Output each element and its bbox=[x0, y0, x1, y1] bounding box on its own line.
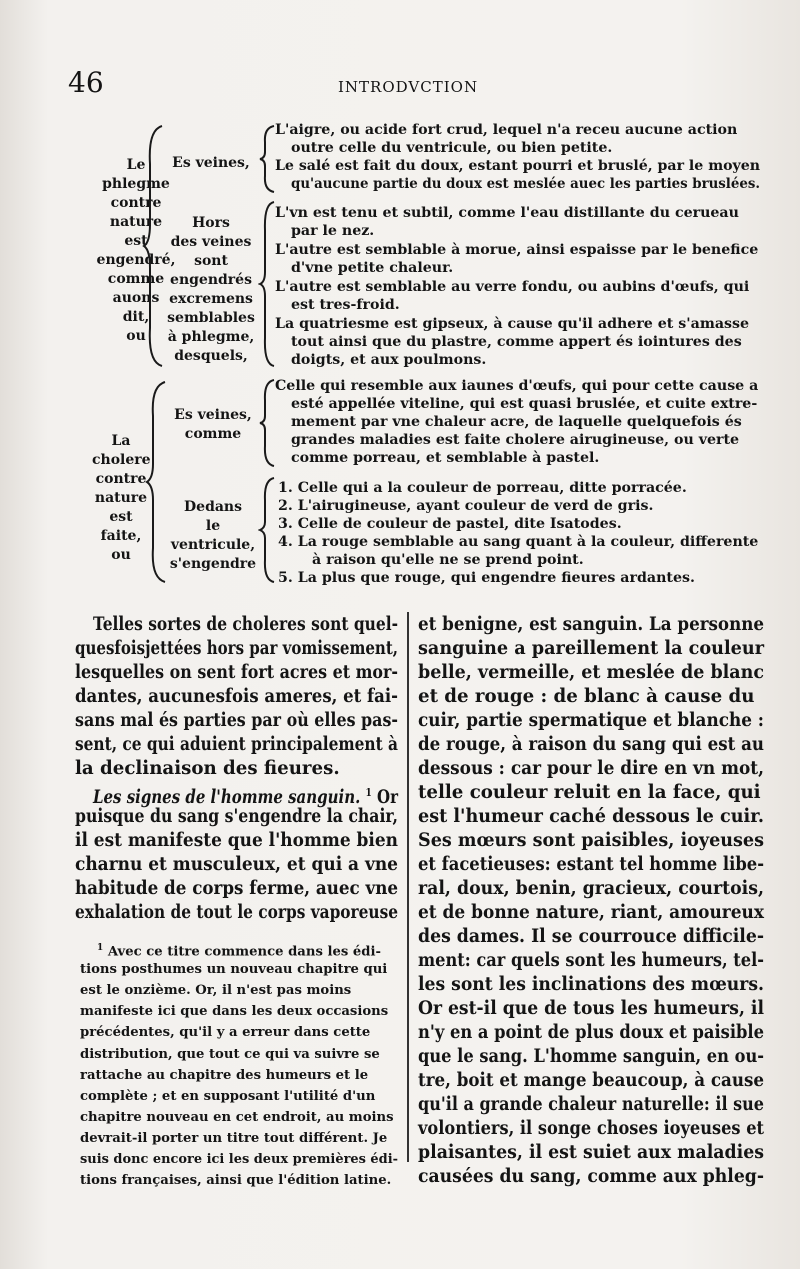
footnote-line: suis donc encore ici les deux premières édi- bbox=[80, 1152, 398, 1167]
phlegm-veins-label: Es veines, bbox=[172, 155, 250, 171]
choler-label: La cholere contre nature est faite, ou bbox=[92, 433, 151, 563]
phlegm-outside-line: L'vn est tenu et subtil, comme l'eau distillante du cerueau bbox=[275, 205, 739, 221]
paragraph-line: telle couleur reluit en la face, qui bbox=[418, 782, 761, 803]
column-rule bbox=[407, 612, 409, 1162]
section-text-start: Or bbox=[377, 787, 398, 809]
paragraph-line: charnu et musculeux, et qui a vne bbox=[75, 854, 398, 875]
paragraph-line: qu'il a grande chaleur naturelle: il sue bbox=[418, 1094, 764, 1115]
paragraph-line: Ses mœurs sont paisibles, ioyeuses bbox=[418, 830, 764, 851]
phlegm-vein-line: L'aigre, ou acide fort crud, lequel n'a receu aucune action bbox=[275, 122, 738, 138]
footnote-ref: 1 bbox=[365, 786, 372, 799]
paragraph-line: exhalation de tout le corps vaporeuse bbox=[75, 902, 398, 923]
paragraph-line: des dames. Il se courrouce difficile- bbox=[418, 926, 764, 947]
footnote-line: tions françaises, ainsi que l'édition latine. bbox=[80, 1173, 392, 1188]
phlegm-outside-line: L'autre est semblable à morue, ainsi espaisse par le benefice bbox=[275, 242, 759, 258]
paragraph-line: sans mal és parties par où elles pas- bbox=[75, 710, 398, 731]
paragraph-line: Telles sortes de choleres sont quel- bbox=[93, 614, 398, 635]
paragraph-line: Or est-il que de tous les humeurs, il bbox=[418, 998, 764, 1019]
phlegm-outside-line: La quatriesme est gipseux, à cause qu'il adhere et s'amasse bbox=[275, 316, 750, 332]
phlegm-vein-line: Le salé est fait du doux, estant pourri et bruslé, par le moyen bbox=[275, 158, 760, 174]
footnote-line: chapitre nouveau en cet endroit, au moins bbox=[80, 1110, 394, 1125]
phlegm-vein-line: outre celle du ventricule, ou bien petite. bbox=[291, 140, 613, 156]
footnote-line: rattache au chapitre des humeurs et le bbox=[80, 1068, 369, 1083]
choler-vein-line: grandes maladies est faite cholere airugineuse, ou verte bbox=[291, 432, 740, 448]
footnote-line: devrait-il porter un titre tout différent. Je bbox=[80, 1131, 388, 1146]
paragraph-line: cuir, partie spermatique et blanche : bbox=[418, 710, 764, 731]
choler-ventricle-line: 2. L'airugineuse, ayant couleur de verd de gris. bbox=[278, 498, 654, 514]
choler-ventricle-line: 4. La rouge semblable au sang quant à la couleur, differente bbox=[278, 534, 759, 550]
paragraph-line: est l'humeur caché dessous le cuir. bbox=[418, 806, 764, 827]
paragraph-line: puisque du sang s'engendre la chair, bbox=[75, 806, 398, 827]
paragraph-line: lesquelles on sent fort acres et mor- bbox=[75, 662, 398, 683]
phlegm-outside-line: est tres-froid. bbox=[291, 297, 400, 313]
choler-veins-label: Es veines, comme bbox=[174, 407, 252, 442]
phlegm-outside-line: tout ainsi que du plastre, comme appert és iointures des bbox=[291, 334, 742, 350]
footnote-line: distribution, que tout ce qui va suivre se bbox=[80, 1047, 380, 1062]
paragraph-line: de rouge, à raison du sang qui est au bbox=[418, 734, 764, 755]
paragraph-line: que le sang. L'homme sanguin, en ou- bbox=[418, 1046, 764, 1067]
paragraph-line: n'y en a point de plus doux et paisible bbox=[418, 1022, 764, 1043]
footnote-line: complète ; et en supposant l'utilité d'un bbox=[80, 1089, 376, 1104]
running-head: INTRODVCTION bbox=[338, 78, 479, 96]
phlegm-outside-label: Hors des veines sont engendrés excremens semblables à phlegme, desquels, bbox=[167, 215, 255, 364]
footnote-line: manifeste ici que dans les deux occasions bbox=[80, 1004, 389, 1019]
choler-ventricle-label: Dedans le ventricule, s'engendre bbox=[169, 499, 257, 572]
paragraph-line: il est manifeste que l'homme bien bbox=[75, 830, 398, 851]
paragraph-line: belle, vermeille, et meslée de blanc bbox=[418, 662, 764, 683]
paragraph-line: tre, boit et mange beaucoup, à cause bbox=[418, 1070, 764, 1091]
paragraph-line: sent, ce qui aduient principalement à bbox=[75, 734, 398, 755]
paragraph-line: dantes, aucunesfois ameres, et fai- bbox=[75, 686, 398, 707]
choler-vein-line: Celle qui resemble aux iaunes d'œufs, qui pour cette cause a bbox=[275, 378, 759, 394]
phlegm-label: Le phlegme contre nature est engendré, comme auons dit, ou bbox=[96, 157, 176, 344]
paragraph-line: ral, doux, benin, gracieux, courtois, bbox=[418, 878, 764, 899]
choler-ventricle-line: 1. Celle qui a la couleur de porreau, ditte porracée. bbox=[278, 480, 687, 496]
section-heading: Les signes de l'homme sanguin. bbox=[93, 787, 361, 809]
paragraph-line: dessous : car pour le dire en vn mot, bbox=[418, 758, 764, 779]
phlegm-outside-line: doigts, et aux poulmons. bbox=[291, 352, 487, 368]
phlegm-vein-line: qu'aucune partie du doux est meslée auec les parties bruslées. bbox=[291, 176, 760, 192]
paragraph-line: la declinaison des fieures. bbox=[75, 758, 340, 779]
page-number: 46 bbox=[68, 66, 104, 99]
paragraph-line: sanguine a pareillement la couleur bbox=[418, 638, 764, 659]
choler-ventricle-line: 3. Celle de couleur de pastel, dite Isatodes. bbox=[278, 516, 622, 532]
paragraph-line: les sont les inclinations des mœurs. bbox=[418, 974, 764, 995]
phlegm-outside-line: d'vne petite chaleur. bbox=[291, 260, 454, 276]
choler-ventricle-line: à raison qu'elle ne se prend point. bbox=[312, 552, 584, 568]
footnote-line: précédentes, qu'il y a erreur dans cette bbox=[80, 1025, 371, 1040]
paragraph-line: et facetieuses: estant tel homme libe- bbox=[418, 854, 764, 875]
footnote-mark: 1 bbox=[97, 943, 104, 953]
paragraph-line: quesfoisjettées hors par vomissement, bbox=[75, 638, 398, 659]
paragraph-line: habitude de corps ferme, auec vne bbox=[75, 878, 398, 899]
phlegm-outside-line: L'autre est semblable au verre fondu, ou aubins d'œufs, qui bbox=[275, 279, 750, 295]
paragraph-line: et de rouge : de blanc à cause du bbox=[418, 686, 755, 707]
choler-ventricle-line: 5. La plus que rouge, qui engendre fieures ardantes. bbox=[278, 570, 695, 586]
paragraph-line: et de bonne nature, riant, amoureux bbox=[418, 902, 764, 923]
choler-vein-line: comme porreau, et semblable à pastel. bbox=[291, 450, 600, 466]
footnote-line: $^1$ Avec ce titre commence dans les édi- bbox=[97, 943, 381, 960]
choler-vein-line: mement par vne chaleur acre, de laquelle quelquefois és bbox=[291, 414, 742, 430]
footnote-line: est le onzième. Or, il n'est pas moins bbox=[80, 983, 352, 998]
paragraph-line: plaisantes, il est suiet aux maladies bbox=[418, 1142, 764, 1163]
footnote-line: tions posthumes un nouveau chapitre qui bbox=[80, 962, 388, 977]
paragraph-line: et benigne, est sanguin. La personne bbox=[418, 614, 764, 635]
paragraph-line: volontiers, il songe choses ioyeuses et bbox=[418, 1118, 764, 1139]
phlegm-outside-line: par le nez. bbox=[291, 223, 375, 239]
paragraph-line: ment: car quels sont les humeurs, tel- bbox=[418, 950, 764, 971]
choler-ventricle-brace bbox=[258, 476, 278, 584]
paragraph-line: causées du sang, comme aux phleg- bbox=[418, 1166, 764, 1187]
choler-vein-line: esté appellée viteline, qui est quasi bruslée, et cuite extre- bbox=[291, 396, 758, 412]
